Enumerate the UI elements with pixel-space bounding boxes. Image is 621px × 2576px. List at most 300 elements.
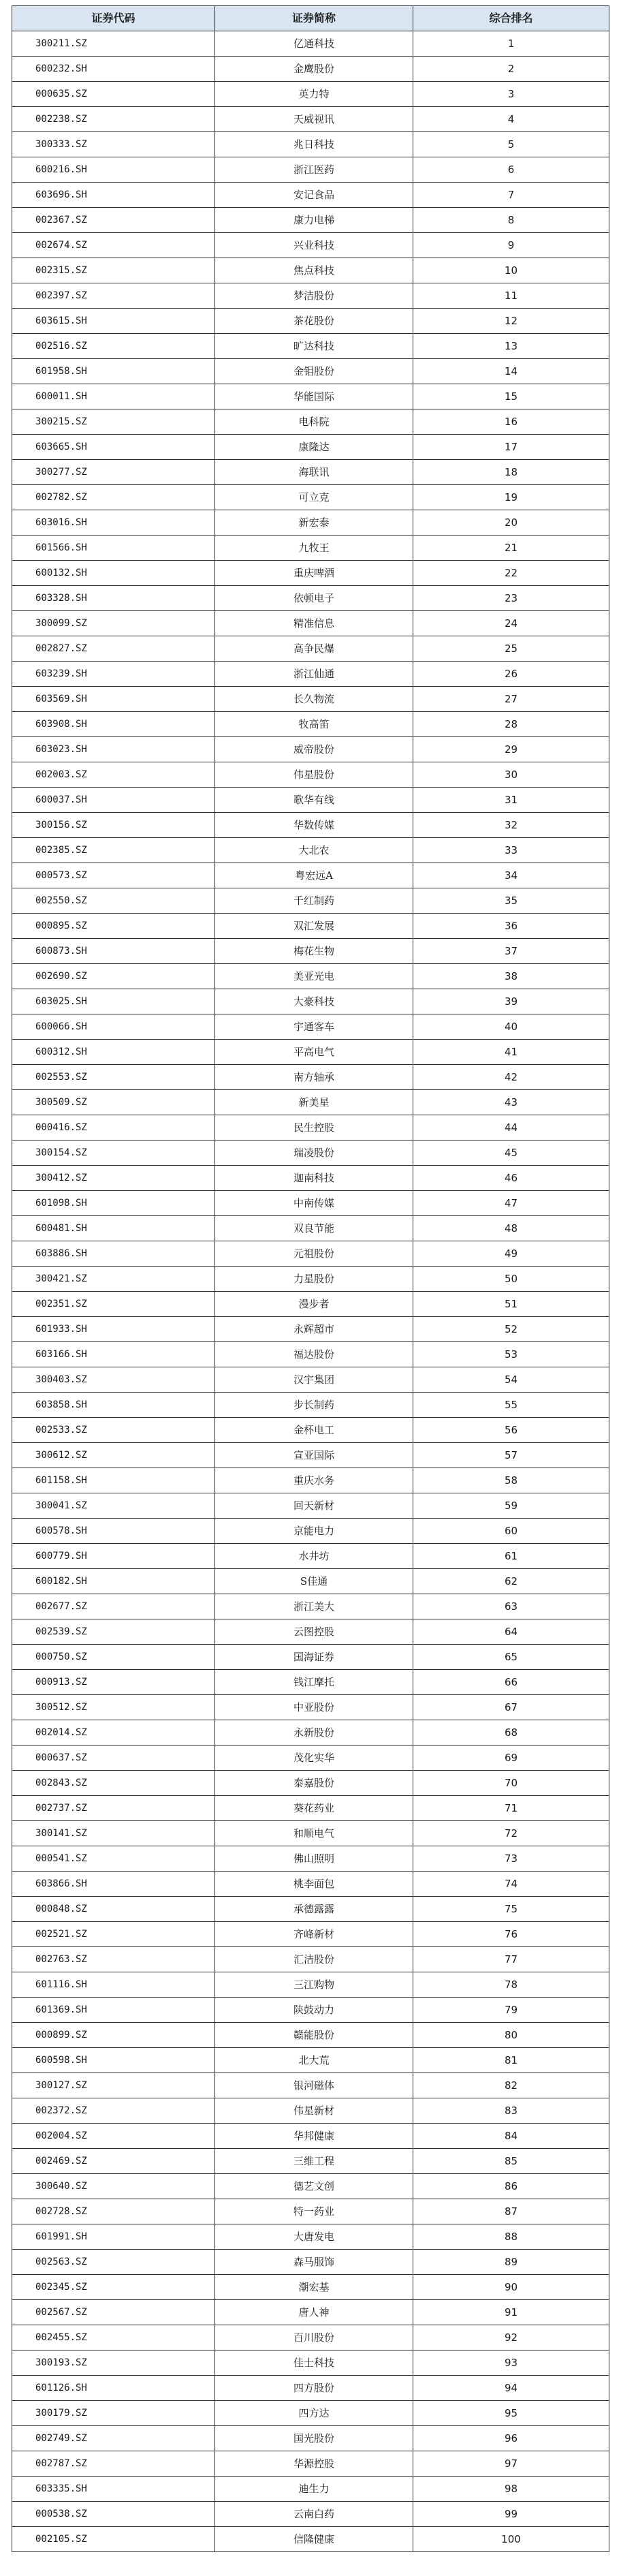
cell-security-code: 600312.SH: [12, 1040, 215, 1065]
table-row: [12, 258, 609, 283]
cell-overall-rank: 8: [413, 208, 609, 233]
table-row: [12, 536, 609, 561]
cell-security-name: 和顺电气: [215, 1821, 413, 1846]
cell-security-name: 千红制药: [215, 888, 413, 914]
cell-overall-rank: 84: [413, 2124, 609, 2149]
cell-overall-rank: 41: [413, 1040, 609, 1065]
table-row: [12, 1393, 609, 1418]
cell-overall-rank: 82: [413, 2073, 609, 2098]
table-row: [12, 1569, 609, 1594]
table-row: [12, 2401, 609, 2426]
cell-security-code: 603908.SH: [12, 712, 215, 737]
cell-overall-rank: 99: [413, 2502, 609, 2527]
table-body: [12, 31, 609, 2552]
table-row: [12, 1745, 609, 1771]
table-row: [12, 1544, 609, 1569]
table-row: [12, 1922, 609, 1947]
cell-overall-rank: 93: [413, 2350, 609, 2376]
cell-security-name: 伟星新材: [215, 2098, 413, 2124]
cell-overall-rank: 30: [413, 762, 609, 788]
cell-security-name: 新宏泰: [215, 510, 413, 536]
table-row: [12, 914, 609, 939]
cell-overall-rank: 35: [413, 888, 609, 914]
cell-security-code: 600182.SH: [12, 1569, 215, 1594]
cell-security-code: 300403.SZ: [12, 1367, 215, 1393]
cell-security-name: 迪生力: [215, 2477, 413, 2502]
cell-security-name: 英力特: [215, 82, 413, 107]
cell-security-name: 双良节能: [215, 1216, 413, 1241]
cell-security-code: 002238.SZ: [12, 107, 215, 132]
table-row: [12, 2048, 609, 2073]
cell-overall-rank: 10: [413, 258, 609, 283]
cell-security-code: 603858.SH: [12, 1393, 215, 1418]
cell-overall-rank: 13: [413, 334, 609, 359]
cell-overall-rank: 52: [413, 1317, 609, 1342]
cell-security-name: S佳通: [215, 1569, 413, 1594]
table-row: [12, 2426, 609, 2451]
cell-security-name: 康隆达: [215, 435, 413, 460]
cell-overall-rank: 74: [413, 1872, 609, 1897]
cell-security-code: 002003.SZ: [12, 762, 215, 788]
cell-overall-rank: 17: [413, 435, 609, 460]
cell-security-name: 天威视讯: [215, 107, 413, 132]
cell-security-code: 603335.SH: [12, 2477, 215, 2502]
cell-security-name: 海联讯: [215, 460, 413, 485]
cell-overall-rank: 64: [413, 1619, 609, 1645]
table-row: [12, 2174, 609, 2199]
header-security-name: 证券简称: [215, 6, 413, 31]
cell-security-name: 新美星: [215, 1090, 413, 1115]
cell-security-code: 300041.SZ: [12, 1493, 215, 1519]
cell-security-name: 大唐发电: [215, 2224, 413, 2250]
cell-security-code: 300179.SZ: [12, 2401, 215, 2426]
cell-overall-rank: 36: [413, 914, 609, 939]
table-row: [12, 1897, 609, 1922]
table-row: [12, 1014, 609, 1040]
cell-security-name: 汉宇集团: [215, 1367, 413, 1393]
cell-overall-rank: 76: [413, 1922, 609, 1947]
cell-security-code: 600066.SH: [12, 1014, 215, 1040]
cell-overall-rank: 3: [413, 82, 609, 107]
cell-overall-rank: 63: [413, 1594, 609, 1619]
cell-overall-rank: 90: [413, 2275, 609, 2300]
cell-security-name: 茂化实华: [215, 1745, 413, 1771]
cell-security-name: 浙江美大: [215, 1594, 413, 1619]
cell-security-name: 桃李面包: [215, 1872, 413, 1897]
cell-security-code: 002737.SZ: [12, 1796, 215, 1821]
cell-overall-rank: 97: [413, 2451, 609, 2477]
cell-overall-rank: 47: [413, 1191, 609, 1216]
table-row: [12, 2098, 609, 2124]
cell-security-name: 国光股份: [215, 2426, 413, 2451]
cell-security-code: 000538.SZ: [12, 2502, 215, 2527]
table-row: [12, 157, 609, 183]
cell-security-code: 002533.SZ: [12, 1418, 215, 1443]
cell-security-code: 002516.SZ: [12, 334, 215, 359]
cell-security-name: 葵花药业: [215, 1796, 413, 1821]
cell-security-code: 000913.SZ: [12, 1670, 215, 1695]
table-row: [12, 687, 609, 712]
table-row: [12, 435, 609, 460]
cell-overall-rank: 44: [413, 1115, 609, 1140]
cell-security-name: 承德露露: [215, 1897, 413, 1922]
cell-security-code: 601958.SH: [12, 359, 215, 384]
cell-security-code: 002553.SZ: [12, 1065, 215, 1090]
table-row: [12, 334, 609, 359]
cell-security-name: 高争民爆: [215, 636, 413, 662]
cell-security-name: 兆日科技: [215, 132, 413, 157]
cell-security-code: 002787.SZ: [12, 2451, 215, 2477]
cell-security-name: 元祖股份: [215, 1241, 413, 1267]
cell-overall-rank: 51: [413, 1292, 609, 1317]
cell-security-code: 603016.SH: [12, 510, 215, 536]
cell-security-code: 000750.SZ: [12, 1645, 215, 1670]
table-row: [12, 1342, 609, 1367]
cell-overall-rank: 37: [413, 939, 609, 964]
cell-security-name: 佳士科技: [215, 2350, 413, 2376]
cell-security-name: 云南白药: [215, 2502, 413, 2527]
cell-overall-rank: 9: [413, 233, 609, 258]
cell-security-code: 300612.SZ: [12, 1443, 215, 1468]
cell-security-code: 000899.SZ: [12, 2023, 215, 2048]
cell-security-code: 603166.SH: [12, 1342, 215, 1367]
cell-security-code: 002677.SZ: [12, 1594, 215, 1619]
cell-overall-rank: 19: [413, 485, 609, 510]
cell-security-code: 002351.SZ: [12, 1292, 215, 1317]
cell-overall-rank: 94: [413, 2376, 609, 2401]
cell-security-code: 603886.SH: [12, 1241, 215, 1267]
table-row: [12, 2250, 609, 2275]
table-row: [12, 2149, 609, 2174]
cell-security-name: 华源控股: [215, 2451, 413, 2477]
table-row: [12, 460, 609, 485]
table-row: [12, 233, 609, 258]
cell-security-code: 002690.SZ: [12, 964, 215, 989]
cell-security-code: 000541.SZ: [12, 1846, 215, 1872]
cell-overall-rank: 53: [413, 1342, 609, 1367]
table-row: [12, 1947, 609, 1972]
cell-overall-rank: 2: [413, 57, 609, 82]
cell-overall-rank: 65: [413, 1645, 609, 1670]
cell-security-name: 永辉超市: [215, 1317, 413, 1342]
table-row: [12, 2350, 609, 2376]
table-row: [12, 409, 609, 435]
cell-security-name: 德艺文创: [215, 2174, 413, 2199]
table-row: [12, 1645, 609, 1670]
cell-security-code: 002563.SZ: [12, 2250, 215, 2275]
cell-security-name: 华邦健康: [215, 2124, 413, 2149]
cell-security-code: 000895.SZ: [12, 914, 215, 939]
cell-overall-rank: 68: [413, 1720, 609, 1745]
cell-security-name: 双汇发展: [215, 914, 413, 939]
cell-security-name: 陕鼓动力: [215, 1998, 413, 2023]
cell-security-code: 002397.SZ: [12, 283, 215, 309]
cell-security-name: 重庆水务: [215, 1468, 413, 1493]
cell-overall-rank: 81: [413, 2048, 609, 2073]
cell-security-name: 安记食品: [215, 183, 413, 208]
cell-overall-rank: 43: [413, 1090, 609, 1115]
cell-security-code: 002469.SZ: [12, 2149, 215, 2174]
cell-security-name: 金杯电工: [215, 1418, 413, 1443]
cell-security-code: 603615.SH: [12, 309, 215, 334]
table-row: [12, 1040, 609, 1065]
table-row: [12, 2451, 609, 2477]
cell-overall-rank: 88: [413, 2224, 609, 2250]
cell-security-code: 300215.SZ: [12, 409, 215, 435]
cell-security-name: 牧高笛: [215, 712, 413, 737]
table-row: [12, 1191, 609, 1216]
cell-security-code: 002749.SZ: [12, 2426, 215, 2451]
table-row: [12, 1972, 609, 1998]
cell-overall-rank: 18: [413, 460, 609, 485]
table-row: [12, 1166, 609, 1191]
table-row: [12, 813, 609, 838]
cell-overall-rank: 42: [413, 1065, 609, 1090]
table-row: [12, 1670, 609, 1695]
cell-security-name: 森马服饰: [215, 2250, 413, 2275]
cell-overall-rank: 26: [413, 662, 609, 687]
table-row: [12, 939, 609, 964]
cell-overall-rank: 78: [413, 1972, 609, 1998]
table-row: [12, 2527, 609, 2552]
cell-security-name: 三江购物: [215, 1972, 413, 1998]
cell-security-name: 步长制药: [215, 1393, 413, 1418]
table-row: [12, 1065, 609, 1090]
cell-security-name: 平高电气: [215, 1040, 413, 1065]
cell-overall-rank: 98: [413, 2477, 609, 2502]
cell-overall-rank: 20: [413, 510, 609, 536]
table-row: [12, 485, 609, 510]
cell-security-name: 中南传媒: [215, 1191, 413, 1216]
cell-security-code: 002521.SZ: [12, 1922, 215, 1947]
cell-overall-rank: 91: [413, 2300, 609, 2325]
cell-security-name: 兴业科技: [215, 233, 413, 258]
cell-overall-rank: 57: [413, 1443, 609, 1468]
cell-overall-rank: 14: [413, 359, 609, 384]
cell-overall-rank: 49: [413, 1241, 609, 1267]
cell-security-code: 000635.SZ: [12, 82, 215, 107]
cell-security-code: 000848.SZ: [12, 1897, 215, 1922]
cell-security-code: 002004.SZ: [12, 2124, 215, 2149]
table-row: [12, 2325, 609, 2350]
table-row: [12, 2124, 609, 2149]
cell-overall-rank: 72: [413, 1821, 609, 1846]
table-row: [12, 1115, 609, 1140]
table-row: [12, 1367, 609, 1393]
cell-overall-rank: 24: [413, 611, 609, 636]
cell-security-code: 002567.SZ: [12, 2300, 215, 2325]
cell-overall-rank: 31: [413, 788, 609, 813]
cell-security-name: 佛山照明: [215, 1846, 413, 1872]
cell-overall-rank: 95: [413, 2401, 609, 2426]
table-row: [12, 183, 609, 208]
table-row: [12, 2477, 609, 2502]
cell-security-name: 四方达: [215, 2401, 413, 2426]
cell-security-code: 002014.SZ: [12, 1720, 215, 1745]
cell-security-name: 茶花股份: [215, 309, 413, 334]
cell-overall-rank: 67: [413, 1695, 609, 1720]
table-row: [12, 1720, 609, 1745]
table-row: [12, 888, 609, 914]
cell-overall-rank: 46: [413, 1166, 609, 1191]
table-row: [12, 2023, 609, 2048]
cell-security-code: 002674.SZ: [12, 233, 215, 258]
table-row: [12, 31, 609, 57]
cell-overall-rank: 61: [413, 1544, 609, 1569]
table-row: [12, 1619, 609, 1645]
cell-security-code: 002843.SZ: [12, 1771, 215, 1796]
cell-overall-rank: 29: [413, 737, 609, 762]
cell-security-name: 钱江摩托: [215, 1670, 413, 1695]
cell-security-name: 民生控股: [215, 1115, 413, 1140]
cell-security-code: 002105.SZ: [12, 2527, 215, 2552]
cell-overall-rank: 80: [413, 2023, 609, 2048]
table-row: [12, 1519, 609, 1544]
cell-security-name: 电科院: [215, 409, 413, 435]
cell-security-name: 特一药业: [215, 2199, 413, 2224]
cell-security-code: 600011.SH: [12, 384, 215, 409]
cell-security-name: 金鹰股份: [215, 57, 413, 82]
cell-security-name: 宣亚国际: [215, 1443, 413, 1468]
cell-security-code: 603696.SH: [12, 183, 215, 208]
cell-overall-rank: 100: [413, 2527, 609, 2552]
cell-security-code: 300333.SZ: [12, 132, 215, 157]
cell-security-code: 601566.SH: [12, 536, 215, 561]
cell-security-code: 300421.SZ: [12, 1267, 215, 1292]
cell-overall-rank: 83: [413, 2098, 609, 2124]
cell-overall-rank: 1: [413, 31, 609, 57]
cell-security-name: 华能国际: [215, 384, 413, 409]
cell-security-code: 603569.SH: [12, 687, 215, 712]
cell-security-name: 中亚股份: [215, 1695, 413, 1720]
table-row: [12, 1443, 609, 1468]
cell-security-code: 601991.SH: [12, 2224, 215, 2250]
cell-security-name: 美亚光电: [215, 964, 413, 989]
cell-overall-rank: 12: [413, 309, 609, 334]
cell-security-name: 国海证券: [215, 1645, 413, 1670]
cell-security-code: 601116.SH: [12, 1972, 215, 1998]
table-row: [12, 1846, 609, 1872]
cell-overall-rank: 39: [413, 989, 609, 1014]
table-row: [12, 712, 609, 737]
table-row: [12, 1872, 609, 1897]
cell-security-code: 300127.SZ: [12, 2073, 215, 2098]
cell-security-name: 重庆啤酒: [215, 561, 413, 586]
cell-security-code: 002539.SZ: [12, 1619, 215, 1645]
cell-security-name: 粤宏远A: [215, 863, 413, 888]
cell-security-name: 亿通科技: [215, 31, 413, 57]
cell-security-name: 北大荒: [215, 2048, 413, 2073]
cell-security-name: 梅花生物: [215, 939, 413, 964]
cell-security-name: 四方股份: [215, 2376, 413, 2401]
cell-security-name: 浙江仙通: [215, 662, 413, 687]
cell-security-code: 601158.SH: [12, 1468, 215, 1493]
cell-security-code: 300640.SZ: [12, 2174, 215, 2199]
cell-security-code: 002763.SZ: [12, 1947, 215, 1972]
cell-security-code: 300141.SZ: [12, 1821, 215, 1846]
cell-security-code: 601369.SH: [12, 1998, 215, 2023]
table-row: [12, 2275, 609, 2300]
cell-overall-rank: 27: [413, 687, 609, 712]
cell-security-code: 300156.SZ: [12, 813, 215, 838]
cell-security-name: 瑞凌股份: [215, 1140, 413, 1166]
cell-overall-rank: 96: [413, 2426, 609, 2451]
cell-overall-rank: 48: [413, 1216, 609, 1241]
cell-security-name: 宇通客车: [215, 1014, 413, 1040]
cell-security-code: 601126.SH: [12, 2376, 215, 2401]
table-row: [12, 283, 609, 309]
table-row: [12, 1241, 609, 1267]
cell-security-name: 云图控股: [215, 1619, 413, 1645]
cell-security-name: 梦洁股份: [215, 283, 413, 309]
cell-security-code: 002367.SZ: [12, 208, 215, 233]
cell-security-name: 京能电力: [215, 1519, 413, 1544]
cell-overall-rank: 15: [413, 384, 609, 409]
cell-overall-rank: 79: [413, 1998, 609, 2023]
cell-overall-rank: 60: [413, 1519, 609, 1544]
cell-overall-rank: 4: [413, 107, 609, 132]
cell-security-code: 002315.SZ: [12, 258, 215, 283]
cell-security-code: 002827.SZ: [12, 636, 215, 662]
table-row: [12, 132, 609, 157]
table-row: [12, 359, 609, 384]
cell-security-name: 依顿电子: [215, 586, 413, 611]
cell-overall-rank: 92: [413, 2325, 609, 2350]
table-row: [12, 384, 609, 409]
cell-security-code: 600481.SH: [12, 1216, 215, 1241]
table-row: [12, 57, 609, 82]
cell-security-code: 600216.SH: [12, 157, 215, 183]
cell-overall-rank: 77: [413, 1947, 609, 1972]
cell-overall-rank: 6: [413, 157, 609, 183]
cell-overall-rank: 22: [413, 561, 609, 586]
cell-overall-rank: 66: [413, 1670, 609, 1695]
cell-security-code: 002728.SZ: [12, 2199, 215, 2224]
table-row: [12, 1821, 609, 1846]
cell-security-code: 300211.SZ: [12, 31, 215, 57]
cell-security-name: 迦南科技: [215, 1166, 413, 1191]
cell-security-code: 603239.SH: [12, 662, 215, 687]
cell-security-name: 泰嘉股份: [215, 1771, 413, 1796]
ranking-table: [12, 5, 609, 2552]
cell-security-name: 金钼股份: [215, 359, 413, 384]
cell-overall-rank: 70: [413, 1771, 609, 1796]
cell-overall-rank: 89: [413, 2250, 609, 2275]
cell-overall-rank: 71: [413, 1796, 609, 1821]
cell-security-code: 300099.SZ: [12, 611, 215, 636]
cell-security-name: 福达股份: [215, 1342, 413, 1367]
cell-security-code: 002385.SZ: [12, 838, 215, 863]
cell-security-code: 600598.SH: [12, 2048, 215, 2073]
cell-security-name: 银河磁体: [215, 2073, 413, 2098]
table-row: [12, 208, 609, 233]
cell-security-name: 歌华有线: [215, 788, 413, 813]
cell-security-code: 601933.SH: [12, 1317, 215, 1342]
cell-overall-rank: 40: [413, 1014, 609, 1040]
cell-overall-rank: 73: [413, 1846, 609, 1872]
cell-security-name: 九牧王: [215, 536, 413, 561]
cell-security-code: 603023.SH: [12, 737, 215, 762]
cell-security-name: 百川股份: [215, 2325, 413, 2350]
table-row: [12, 1771, 609, 1796]
cell-overall-rank: 85: [413, 2149, 609, 2174]
cell-security-code: 000573.SZ: [12, 863, 215, 888]
cell-security-code: 603866.SH: [12, 1872, 215, 1897]
cell-security-name: 永新股份: [215, 1720, 413, 1745]
cell-security-name: 焦点科技: [215, 258, 413, 283]
table-row: [12, 1796, 609, 1821]
cell-security-code: 603328.SH: [12, 586, 215, 611]
